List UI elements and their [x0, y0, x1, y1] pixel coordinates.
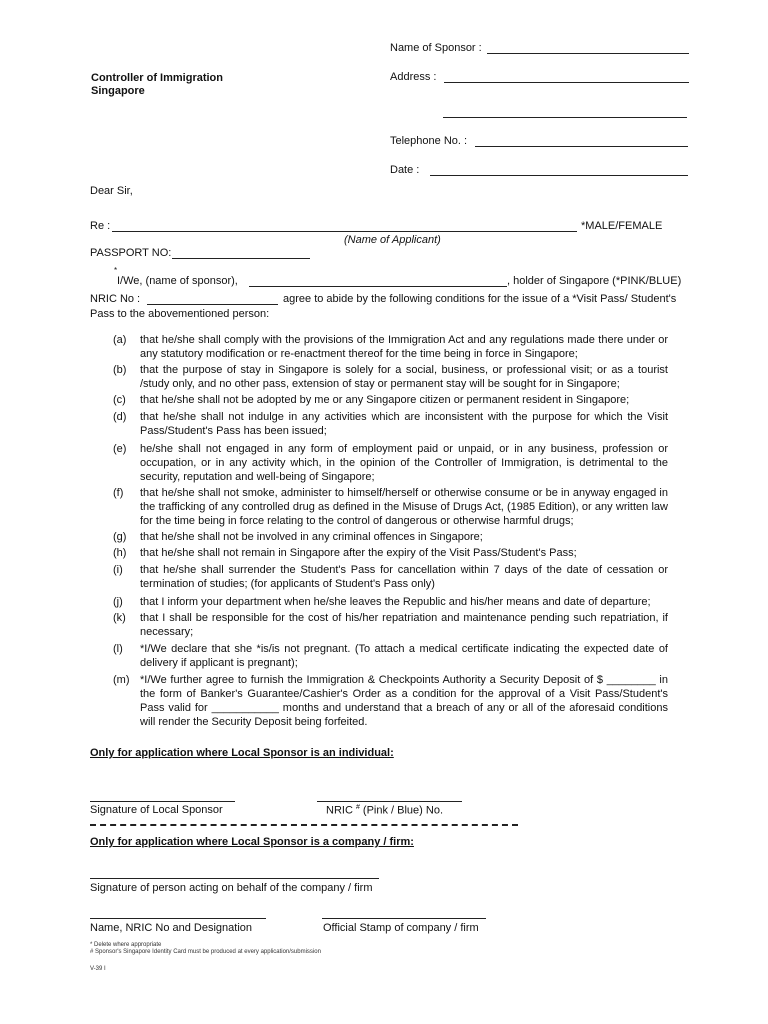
intro-line2-end: agree to abide by the following conditions for the issue of a *Visit Pass/ Student's	[283, 293, 677, 305]
address-label: Address :	[390, 71, 437, 83]
condition-label: (m)	[113, 674, 130, 686]
condition-text: *I/We declare that she *is/is not pregnant. (To attach a medical certificate indicating the expected date of delivery if applicant is pregnant);	[140, 643, 668, 669]
individual-nric-field[interactable]	[317, 801, 462, 802]
company-signature-label: Signature of person acting on behalf of the company / firm	[90, 882, 373, 894]
nric-hash: #	[355, 804, 360, 811]
condition-label: (c)	[113, 394, 126, 406]
condition-label: (k)	[113, 612, 126, 624]
company-stamp-field[interactable]	[322, 918, 486, 919]
passport-label: PASSPORT NO:	[90, 247, 172, 259]
address-field-line1[interactable]	[444, 82, 689, 83]
company-signature-field[interactable]	[90, 878, 379, 879]
condition-text: that I shall be responsible for the cost of his/her repatriation and maintenance pending such repatriation, if necessary;	[140, 612, 668, 638]
condition-text: that I inform your department when he/she leaves the Republic and his/her means and date of departure;	[140, 596, 651, 608]
intro-line3: Pass to the abovementioned person:	[90, 308, 270, 320]
intro-line1-start: I/We, (name of sponsor),	[117, 275, 238, 287]
condition-text: that he/she shall not be involved in any criminal offences in Singapore;	[140, 531, 483, 543]
nric-field[interactable]	[147, 304, 278, 305]
telephone-field[interactable]	[475, 146, 688, 147]
condition-label: (h)	[113, 547, 127, 559]
condition-text: that he/she shall not be adopted by me or any Singapore citizen or permanent resident in Singapore;	[140, 394, 630, 406]
company-name-label: Name, NRIC No and Designation	[90, 922, 253, 934]
condition-label: (i)	[113, 564, 123, 576]
address-field-line2[interactable]	[443, 117, 687, 118]
salutation: Dear Sir,	[90, 185, 133, 197]
intro-nric-label: NRIC No :	[90, 293, 141, 305]
condition-text: that he/she shall comply with the provisions of the Immigration Act and any regulations made there under or any statutory modification or re-enactment thereof for the time being in force in Singapore;	[140, 334, 668, 360]
condition-text: that the purpose of stay in Singapore is solely for a social, business, or professional visit; or as a tourist /study only, and no other pass, extension of stay or permanent stay will be sought for in Singapore;	[140, 364, 668, 390]
date-field[interactable]	[430, 175, 688, 176]
passport-field[interactable]	[172, 258, 310, 259]
intro-asterisk: *	[114, 266, 118, 275]
condition-text: he/she shall not engaged in any form of employment paid or unpaid, or in any business, profession or occupation, or in any activity which, in the opinion of the Controller of Immigration, is detrimental to the security, reputation and well-being of Singapore;	[140, 443, 668, 483]
telephone-label: Telephone No. :	[390, 135, 468, 147]
nric-label-text: NRIC	[326, 804, 353, 817]
condition-label: (f)	[113, 487, 124, 499]
condition-label: (a)	[113, 334, 127, 346]
individual-heading: Only for application where Local Sponsor is an individual:	[90, 747, 394, 759]
footnote-identity-card: # Sponsor's Singapore Identity Card must be produced at every application/submission	[90, 949, 321, 955]
applicant-name-caption: (Name of Applicant)	[344, 234, 441, 246]
company-name-field[interactable]	[90, 918, 266, 919]
sponsor-name-label: Name of Sponsor :	[390, 42, 482, 54]
condition-text: that he/she shall surrender the Student's Pass for cancellation within 7 days of the date of cessation or termination of studies; (for applicants of Student's Pass only)	[140, 564, 668, 590]
sponsor-name-field[interactable]	[487, 53, 689, 54]
condition-label: (e)	[113, 443, 127, 455]
date-label: Date :	[390, 164, 420, 176]
condition-label: (l)	[113, 643, 123, 655]
condition-text: that he/she shall not remain in Singapore after the expiry of the Visit Pass/Student's Pass;	[140, 547, 577, 559]
company-stamp-label: Official Stamp of company / firm	[323, 922, 479, 934]
footnote-delete: * Delete where appropriate	[90, 942, 162, 948]
condition-text: that he/she shall not indulge in any activities which are inconsistent with the purpose for which the Visit Pass/Student's Pass has been issued;	[140, 411, 668, 437]
applicant-name-field[interactable]	[112, 231, 577, 232]
intro-line1-end: , holder of Singapore (*PINK/BLUE)	[507, 275, 682, 287]
individual-signature-field[interactable]	[90, 801, 235, 802]
condition-text: *I/We further agree to furnish the Immigration & Checkpoints Authority a Security Deposit of $ ________ in the form of Banker's Guarantee/Cashier's Order as a condition for the approval of a Visit Pass/Student's Pass valid for ___________ months and understand that a breach of any or all of the aforesaid conditions will render the Security Deposit being forfeited.	[140, 674, 668, 728]
condition-text: that he/she shall not smoke, administer to himself/herself or otherwise consume or be in anyway engaged in the trafficking of any controlled drug as defined in the Misuse of Drugs Act, (1985 Edition), or any written law for the time being in force relating to the control of dangerous or otherwise harmful drugs;	[140, 487, 668, 527]
recipient-line2: Singapore	[91, 85, 145, 97]
individual-nric-label	[326, 804, 443, 817]
condition-label: (j)	[113, 596, 123, 608]
nric-suffix: (Pink / Blue) No.	[362, 804, 444, 817]
recipient-line1: Controller of Immigration	[91, 72, 223, 84]
condition-label: (b)	[113, 364, 127, 376]
sponsor-name-inline-field[interactable]	[249, 286, 507, 287]
gender-option: *MALE/FEMALE	[581, 220, 663, 232]
individual-signature-label: Signature of Local Sponsor	[90, 804, 223, 816]
form-code: V-39 I	[90, 966, 106, 972]
condition-label: (g)	[113, 531, 127, 543]
section-divider	[90, 824, 518, 826]
condition-label: (d)	[113, 411, 127, 423]
company-heading: Only for application where Local Sponsor is a company / firm:	[90, 836, 414, 848]
re-label: Re :	[90, 220, 111, 232]
